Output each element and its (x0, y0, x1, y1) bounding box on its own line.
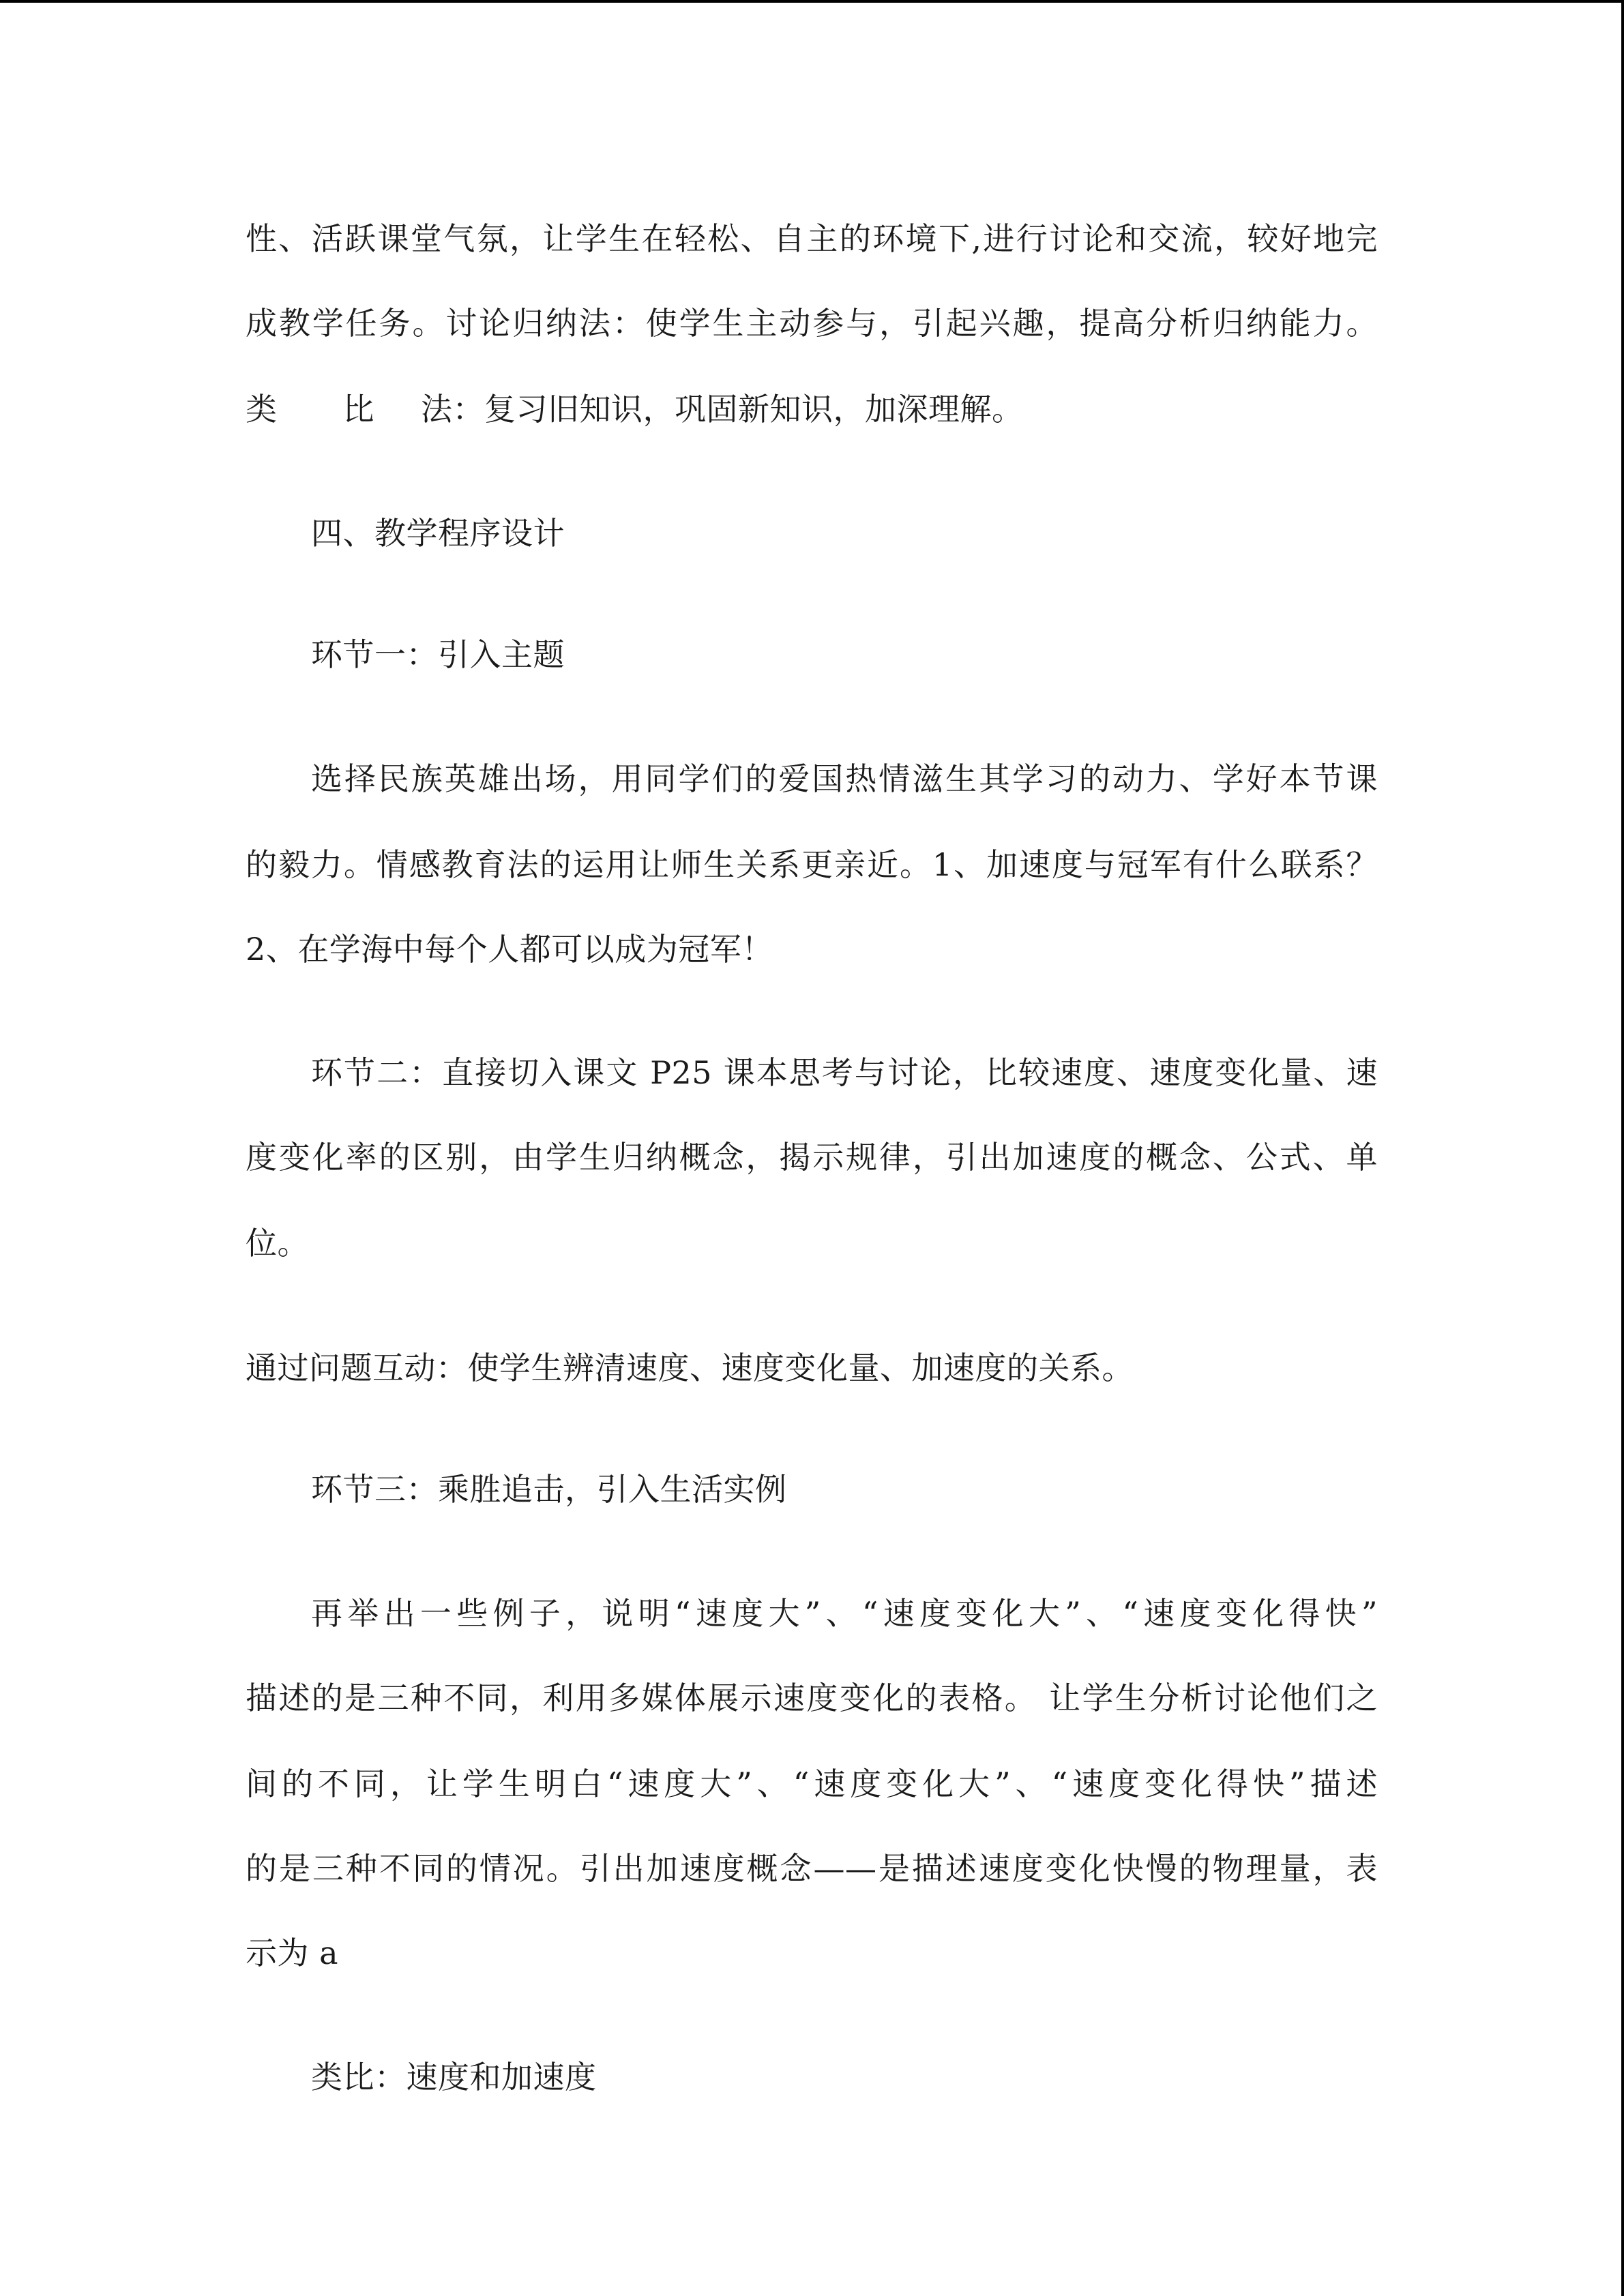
analogy-method-line (246, 389, 1378, 430)
step-heading: 环节一：引入主题 (311, 636, 565, 673)
paragraph-line: 度变化率的区别，由学生归纳概念，揭示规律，引出加速度的概念、公式、单 (246, 1139, 1378, 1176)
paragraph-line: 通过问题互动：使学生辨清速度、速度变化量、加速度的关系。 (246, 1350, 1134, 1386)
spaced-char: 类 (246, 391, 278, 428)
step-heading: 环节三：乘胜追击，引入生活实例 (311, 1471, 787, 1508)
paragraph-line: 选择民族英雄出场，用同学们的爱国热情滋生其学习的动力、学好本节课 (311, 760, 1378, 797)
section-heading: 四、教学程序设计 (311, 515, 565, 552)
spaced-char: 比 (342, 391, 374, 428)
paragraph-line: 成教学任务。讨论归纳法：使学生主动参与，引起兴趣，提高分析归纳能力。 (246, 305, 1378, 342)
paragraph-line: 的是三种不同的情况。引出加速度概念——是描述速度变化快慢的物理量，表 (246, 1850, 1378, 1887)
spaced-char: 法 (421, 391, 453, 428)
right-border (1621, 0, 1624, 2296)
paragraph-line: 示为 a (246, 1935, 339, 1971)
paragraph-line: 位。 (246, 1225, 309, 1262)
analogy-heading: 类比：速度和加速度 (311, 2059, 597, 2096)
paragraph-line: 再举出一些例子，说明“速度大”、“速度变化大”、“速度变化得快” (311, 1595, 1378, 1632)
paragraph-line: 性、活跃课堂气氛，让学生在轻松、自主的环境下,进行讨论和交流，较好地完 (246, 220, 1378, 257)
analogy-method-text: ：复习旧知识，巩固新知识，加深理解。 (452, 391, 1024, 428)
paragraph-line: 2、在学海中每个人都可以成为冠军！ (246, 931, 773, 968)
paragraph-line: 描述的是三种不同，利用多媒体展示速度变化的表格。 让学生分析讨论他们之 (246, 1680, 1378, 1716)
top-border (0, 0, 1624, 3)
paragraph-line: 的毅力。情感教育法的运用让师生关系更亲近。1、加速度与冠军有什么联系？ (246, 846, 1378, 883)
paragraph-line: 间的不同，让学生明白“速度大”、“速度变化大”、“速度变化得快”描述 (246, 1765, 1378, 1802)
paragraph-line: 环节二：直接切入课文 P25 课本思考与讨论，比较速度、速度变化量、速 (311, 1054, 1378, 1091)
